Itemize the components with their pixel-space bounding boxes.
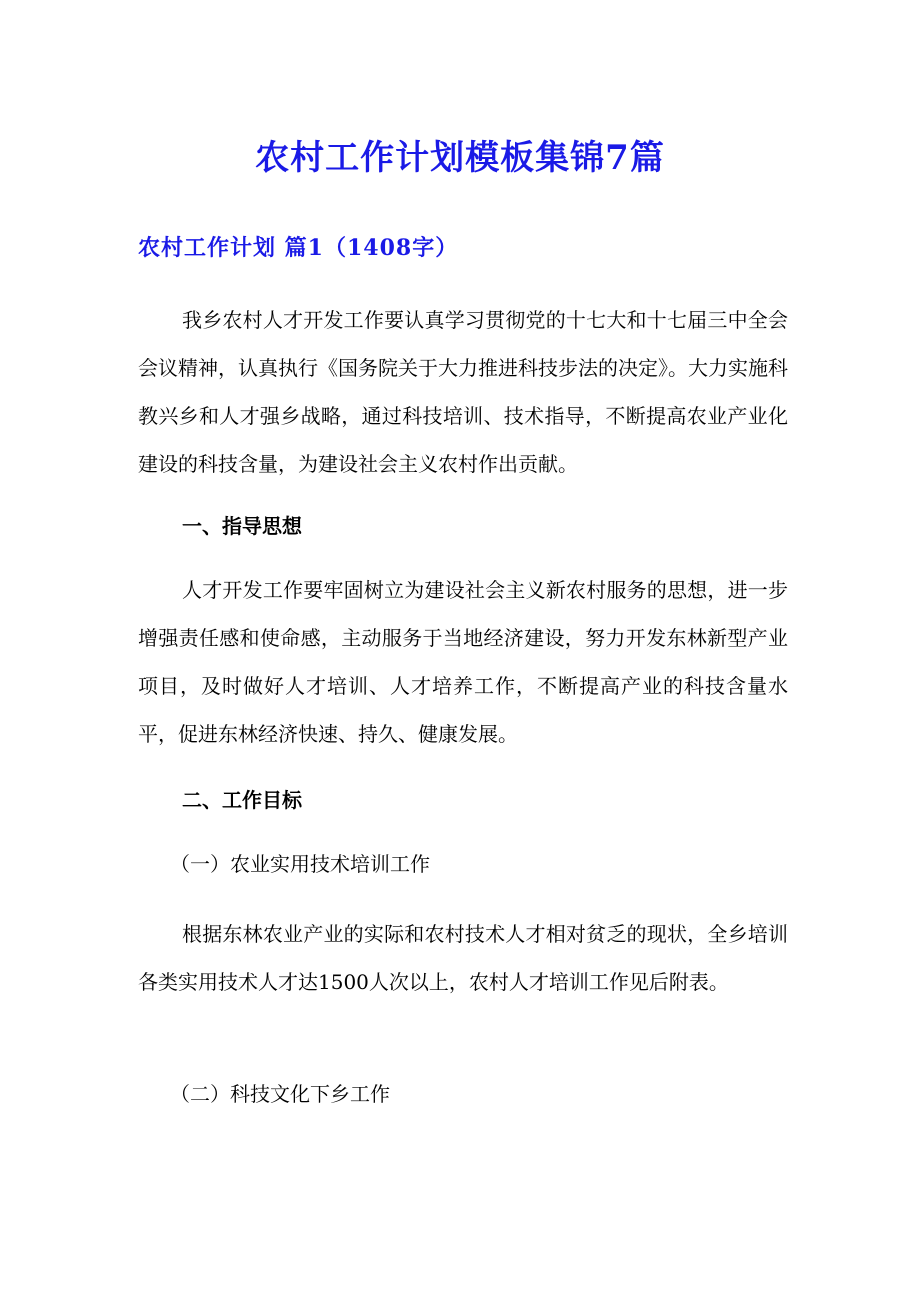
document-title: 农村工作计划模板集锦7篇 bbox=[255, 138, 665, 178]
heading-work-goals: 二、工作目标 bbox=[182, 788, 302, 812]
intro-paragraph: 我乡农村人才开发工作要认真学习贯彻党的十七大和十七届三中全会会议精神，认真执行《国务院关于大力推进科技步法的决定》。大力实施科教兴乡和人才强乡战略，通过科技培训、技术指导，不断提高农业产业化建设的科技含量，为建设社会主义农村作出贡献。 bbox=[138, 308, 788, 476]
subheading-culture: （二）科技文化下乡工作 bbox=[170, 1082, 390, 1106]
training-paragraph: 根据东林农业产业的实际和农村技术人才相对贫乏的现状，全乡培训各类实用技术人才达1500人次以上，农村人才培训工作见后附表。 bbox=[138, 922, 788, 994]
heading-guiding-thought: 一、指导思想 bbox=[182, 514, 302, 538]
section-heading: 农村工作计划 篇1（1408字） bbox=[138, 235, 459, 261]
subheading-training: （一）农业实用技术培训工作 bbox=[170, 852, 430, 876]
guiding-paragraph: 人才开发工作要牢固树立为建设社会主义新农村服务的思想，进一步增强责任感和使命感，主动服务于当地经济建设，努力开发东林新型产业项目，及时做好人才培训、人才培养工作，不断提高产业的科技含量水平，促进东林经济快速、持久、健康发展。 bbox=[138, 578, 788, 746]
